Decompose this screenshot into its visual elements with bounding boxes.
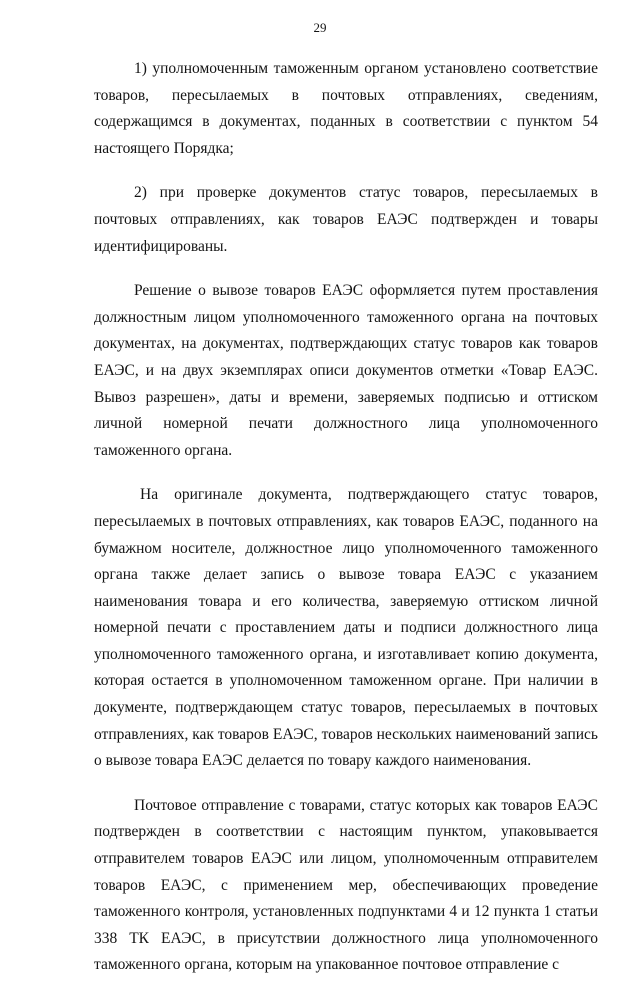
paragraph-postal-item: Почтовое отправление с товарами, статус которых как товаров ЕАЭС подтвержден в соответствии с настоящим пунктом, упаковывается отправителем товаров ЕАЭС или лицом, уполномоченным отправителем товаров ЕАЭС, с применением мер, обеспечивающих проведение таможенного контроля, установленных подпунктами 4 и 12 пункта 1 статьи 338 ТК ЕАЭС, в присутствии должностного лица уполномоченного таможенного органа, которым на упакованное почтовое отправление с — [94, 796, 598, 974]
document-body — [94, 56, 598, 997]
paragraph-decision: Решение о вывозе товаров ЕАЭС оформляется путем проставления должностным лицом уполномоченного таможенного органа на почтовых документах, на документах, подтверждающих статус товаров как товаров ЕАЭС, и на двух экземплярах описи документов отметки «Товар ЕАЭС. Вывоз разрешен», даты и времени, заверяемых подписью и оттиском личной номерной печати должностного лица уполномоченного таможенного органа. — [94, 282, 598, 459]
paragraph-item-2: 2) при проверке документов статус товаров, пересылаемых в почтовых отправлениях, как товаров ЕАЭС подтвержден и товары идентифицированы. — [94, 184, 598, 255]
paragraph-original-document: На оригинале документа, подтверждающего статус товаров, пересылаемых в почтовых отправлениях, как товаров ЕАЭС, поданного на бумажном носителе, должностное лицо уполномоченного таможенного органа также делает запись о вывозе товара ЕАЭС с указанием наименования товара и его количества, заверяемую оттиском личной номерной печати с проставлением даты и подписи должностного лица уполномоченного таможенного органа, и изготавливает копию документа, которая остается в уполномоченном таможенном органе. При наличии в документе, подтверждающем статус товаров, пересылаемых в почтовых отправлениях, как товаров ЕАЭС, товаров нескольких наименований запись о вывозе товара ЕАЭС делается по товару каждого наименования. — [94, 486, 598, 770]
paragraph-item-1: 1) уполномоченным таможенным органом установлено соответствие товаров, пересылаемых в почтовых отправлениях, сведениям, содержащимся в документах, поданных в соответствии с пунктом 54 настоящего Порядка; — [94, 60, 598, 157]
page-number: 29 — [313, 20, 327, 35]
